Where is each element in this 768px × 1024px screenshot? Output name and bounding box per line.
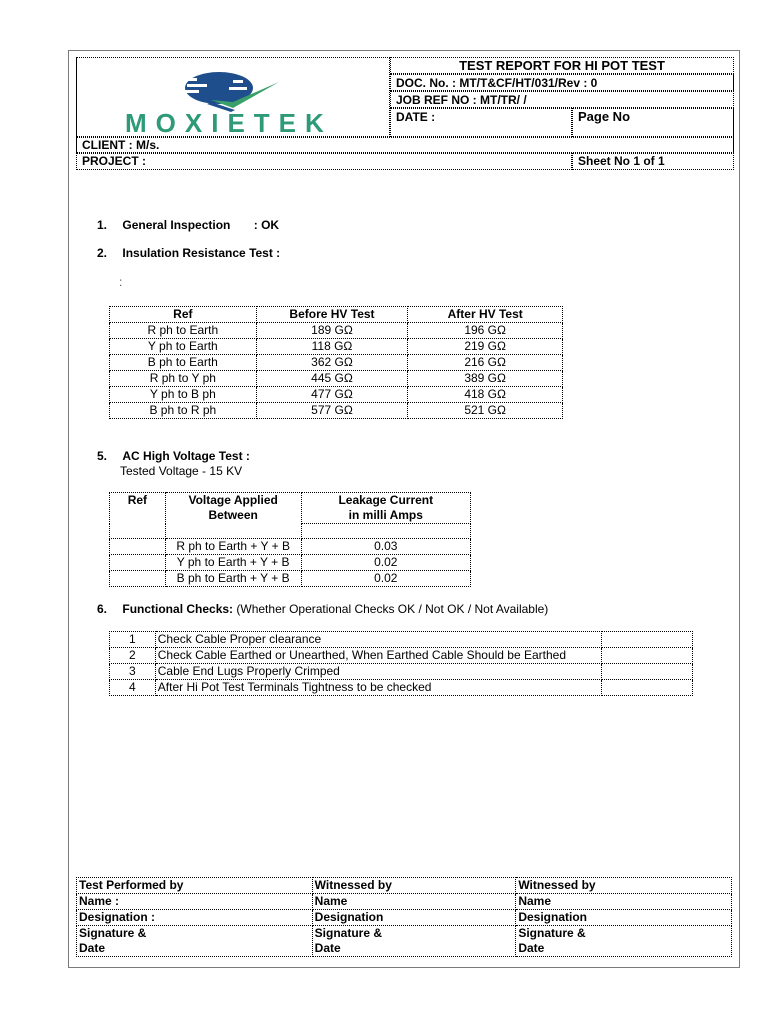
cell-leakage: 0.02: [301, 555, 470, 571]
signature-name-row: [77, 894, 732, 910]
signature-table: [76, 877, 732, 957]
section-num: 1.: [97, 218, 108, 232]
signature-label: Signature &: [518, 926, 586, 940]
signature-title-row: [77, 878, 732, 894]
cell-before: 189 GΩ: [256, 323, 408, 339]
name-field: Name :: [77, 894, 313, 910]
signature-field: [516, 926, 732, 957]
ac-hv-table: [109, 492, 471, 587]
cell-spacer: [301, 524, 470, 539]
project-label: PROJECT :: [76, 153, 572, 170]
section-label: Insulation Resistance Test :: [122, 246, 281, 260]
cell-voltage: B ph to Earth + Y + B: [165, 571, 301, 587]
table-row: [110, 355, 563, 371]
cell-status: [601, 648, 692, 664]
date-label: Date: [79, 941, 106, 955]
table-row: [110, 539, 471, 555]
job-ref: JOB REF NO : MT/TR/ /: [390, 91, 734, 108]
report-title: TEST REPORT FOR HI POT TEST: [390, 57, 734, 74]
col-leakage-current: [301, 493, 470, 524]
insulation-resistance-table: [109, 306, 563, 419]
designation-field: Designation :: [77, 910, 313, 926]
section-num: 6.: [97, 602, 108, 616]
cell-ref: [110, 539, 166, 555]
cell-voltage: R ph to Earth + Y + B: [165, 539, 301, 555]
signature-designation-row: [77, 910, 732, 926]
table-row: [110, 339, 563, 355]
section-label: Functional Checks:: [122, 602, 234, 616]
cell-after: 521 GΩ: [408, 403, 563, 419]
cell-after: 418 GΩ: [408, 387, 563, 403]
cell-check: After Hi Pot Test Terminals Tightness to be checked: [155, 680, 601, 696]
functional-checks-table: [109, 631, 693, 696]
cell-num: 4: [110, 680, 156, 696]
table-row: [110, 387, 563, 403]
col-ref-label: Ref: [127, 493, 148, 507]
page-no: Page No: [572, 108, 734, 137]
table-row: [110, 648, 693, 664]
logo-cell: [76, 57, 390, 137]
cell-check: Check Cable Earthed or Unearthed, When Earthed Cable Should be Earthed: [155, 648, 601, 664]
cell-check: Cable End Lugs Properly Crimped: [155, 664, 601, 680]
table-row: [110, 632, 693, 648]
cell-after: 196 GΩ: [408, 323, 563, 339]
section-general-inspection: [97, 218, 279, 232]
cell-num: 1: [110, 632, 156, 648]
section-num: 5.: [97, 449, 108, 463]
cell-after: 389 GΩ: [408, 371, 563, 387]
cell-leakage: 0.03: [301, 539, 470, 555]
cell-ref: R ph to Y ph: [110, 371, 257, 387]
date-label: Date: [314, 941, 341, 955]
signature-label: Signature &: [79, 926, 147, 940]
section-note: (Whether Operational Checks OK / Not OK / Not Available): [236, 602, 549, 616]
designation-field: Designation: [312, 910, 516, 926]
table-row: [110, 571, 471, 587]
table-header-row: [110, 307, 563, 323]
cell-status: [601, 680, 692, 696]
col-after: After HV Test: [408, 307, 563, 323]
client-label: [76, 137, 734, 153]
logo-text: MOXIETEK: [125, 108, 333, 136]
date-label: Date: [518, 941, 545, 955]
moxietek-logo: [83, 60, 383, 136]
witnessed-by-1: Witnessed by: [312, 878, 516, 894]
cell-check: Check Cable Proper clearance: [155, 632, 601, 648]
col-leakage-line1: Leakage Current: [338, 493, 434, 507]
signature-label: Signature &: [314, 926, 382, 940]
table-row: [110, 680, 693, 696]
insulation-colon: :: [119, 275, 123, 289]
table-row: [110, 403, 563, 419]
cell-before: 445 GΩ: [256, 371, 408, 387]
doc-no: DOC. No. : MT/T&CF/HT/031/Rev : 0: [390, 74, 734, 91]
table-row: [110, 323, 563, 339]
signature-field: [312, 926, 516, 957]
cell-leakage: 0.02: [301, 571, 470, 587]
globe-icon: [183, 72, 279, 112]
test-performed-by: Test Performed by: [77, 878, 313, 894]
cell-num: 3: [110, 664, 156, 680]
client-text: CLIENT : M/s.: [82, 138, 160, 152]
section-label: General Inspection: [122, 218, 231, 232]
col-voltage-line1: Voltage Applied: [188, 493, 278, 507]
table-row: [110, 664, 693, 680]
cell-ref: B ph to R ph: [110, 403, 257, 419]
cell-after: 216 GΩ: [408, 355, 563, 371]
witnessed-by-2: Witnessed by: [516, 878, 732, 894]
col-before: Before HV Test: [256, 307, 408, 323]
table-header-row: [110, 493, 471, 524]
name-field: Name: [312, 894, 516, 910]
cell-ref: R ph to Earth: [110, 323, 257, 339]
section-insulation-resistance: [97, 246, 280, 260]
cell-before: 577 GΩ: [256, 403, 408, 419]
table-row: [110, 555, 471, 571]
signature-sig-row: [77, 926, 732, 957]
designation-field: Designation: [516, 910, 732, 926]
cell-status: [601, 664, 692, 680]
section-value: : OK: [253, 218, 280, 232]
cell-before: 118 GΩ: [256, 339, 408, 355]
cell-before: 362 GΩ: [256, 355, 408, 371]
col-voltage-line2: Between: [208, 508, 258, 522]
report-page: [68, 50, 740, 968]
sheet-no: Sheet No 1 of 1: [572, 153, 734, 170]
cell-ref: [110, 555, 166, 571]
section-num: 2.: [97, 246, 108, 260]
cell-ref: [110, 571, 166, 587]
name-field: Name: [516, 894, 732, 910]
date-label: DATE :: [390, 108, 572, 137]
col-ref: Ref: [110, 307, 257, 323]
table-row: [110, 371, 563, 387]
cell-after: 219 GΩ: [408, 339, 563, 355]
section-functional-checks: [97, 602, 548, 616]
section-ac-high-voltage: [97, 449, 250, 463]
tested-voltage: Tested Voltage - 15 KV: [120, 464, 243, 478]
cell-voltage: Y ph to Earth + Y + B: [165, 555, 301, 571]
section-label: AC High Voltage Test :: [122, 449, 250, 463]
cell-before: 477 GΩ: [256, 387, 408, 403]
cell-ref: B ph to Earth: [110, 355, 257, 371]
cell-status: [601, 632, 692, 648]
cell-ref: Y ph to B ph: [110, 387, 257, 403]
cell-ref: Y ph to Earth: [110, 339, 257, 355]
cell-num: 2: [110, 648, 156, 664]
col-voltage-applied: [165, 493, 301, 539]
col-ref: [110, 493, 166, 539]
signature-field: [77, 926, 313, 957]
col-leakage-line2: in milli Amps: [348, 508, 423, 522]
